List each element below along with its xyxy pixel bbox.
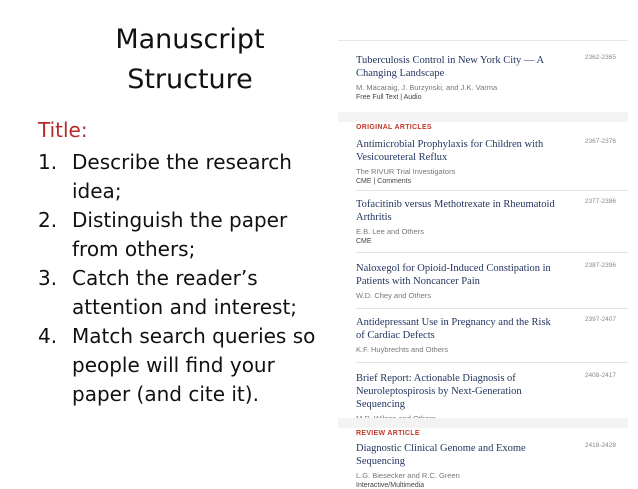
- divider: [356, 190, 628, 191]
- toc-entry-links[interactable]: Interactive/Multimedia: [356, 482, 425, 489]
- list-item: [38, 148, 338, 206]
- divider: [338, 40, 628, 41]
- toc-entry-title[interactable]: Tuberculosis Control in New York City — A Changing Landscape: [356, 55, 544, 79]
- toc-entry-authors: K.F. Huybrechts and Others: [356, 345, 449, 354]
- divider: [356, 252, 628, 253]
- toc-entry-title[interactable]: Diagnostic Clinical Genome and Exome Sequencing: [356, 443, 526, 467]
- toc-entry: [356, 138, 626, 185]
- toc-entry-pages: 2408-2417: [584, 372, 616, 379]
- list-item: [38, 322, 338, 409]
- toc-entry-pages: 2397-2407: [584, 316, 616, 323]
- list-item-text: Match search queries so: [72, 324, 316, 348]
- divider: [356, 308, 628, 309]
- list-item-text: Distinguish the paper: [72, 208, 288, 232]
- list-item-text: paper (and cite it).: [72, 382, 259, 406]
- toc-entry-pages: 2367-2376: [584, 138, 616, 145]
- section-heading: ORIGINAL ARTICLES: [356, 124, 432, 131]
- list-item-text: idea;: [72, 179, 122, 203]
- list-item: [38, 206, 338, 264]
- list-item-text: from others;: [72, 237, 196, 261]
- toc-entry-title[interactable]: Antimicrobial Prophylaxis for Children with Vesicoureteral Reflux: [356, 139, 544, 163]
- slide-title: [60, 20, 320, 100]
- numbered-list: [38, 148, 338, 409]
- divider: [338, 418, 628, 428]
- toc-entry-title[interactable]: Tofacitinib versus Methotrexate in Rheumatoid Arthritis: [356, 199, 555, 223]
- slide-title-line-2: Structure: [127, 64, 253, 95]
- toc-entry-pages: 2418-2428: [584, 442, 616, 449]
- journal-toc-image: [338, 40, 628, 489]
- divider: [356, 362, 628, 363]
- toc-entry-title[interactable]: Naloxegol for Opioid-Induced Constipation in Patients with Noncancer Pain: [356, 263, 551, 287]
- section-heading: REVIEW ARTICLE: [356, 430, 420, 437]
- toc-entry: [356, 198, 626, 245]
- toc-entry: [356, 442, 626, 489]
- toc-entry-authors: W.D. Chey and Others: [356, 291, 432, 300]
- list-number: 4.: [38, 324, 58, 348]
- toc-entry-title[interactable]: Antidepressant Use in Pregnancy and the Risk of Cardiac Defects: [356, 317, 551, 341]
- toc-entry: [356, 316, 626, 354]
- toc-entry-pages: 2377-2386: [584, 198, 616, 205]
- toc-entry-links[interactable]: CME | Comments: [356, 178, 412, 185]
- toc-entry: [356, 372, 626, 423]
- list-item-text: Catch the reader’s: [72, 266, 258, 290]
- title-subheading: Title:: [38, 118, 88, 142]
- list-number: 1.: [38, 150, 58, 174]
- toc-entry-pages: 2387-2396: [584, 262, 616, 269]
- list-number: 3.: [38, 266, 58, 290]
- toc-entry-links[interactable]: Free Full Text | Audio: [356, 94, 422, 101]
- slide-title-line-1: Manuscript: [115, 24, 265, 55]
- toc-entry-pages: 2362-2365: [584, 54, 616, 61]
- divider: [338, 112, 628, 122]
- toc-entry-authors: L.G. Biesecker and R.C. Green: [356, 471, 460, 480]
- list-item-text: attention and interest;: [72, 295, 298, 319]
- list-item: [38, 264, 338, 322]
- toc-entry: [356, 262, 626, 300]
- list-item-text: people will find your: [72, 353, 275, 377]
- list-item-text: Describe the research: [72, 150, 292, 174]
- toc-entry-links[interactable]: CME: [356, 238, 372, 245]
- toc-entry-authors: M. Macaraig, J. Burzynski, and J.K. Varma: [356, 83, 498, 92]
- toc-entry-title[interactable]: Brief Report: Actionable Diagnosis of Neuroleptospirosis by Next-Generation Sequencing: [356, 373, 522, 410]
- toc-entry-authors: The RIVUR Trial Investigators: [356, 167, 456, 176]
- list-number: 2.: [38, 208, 58, 232]
- toc-entry: [356, 54, 626, 101]
- toc-entry-authors: E.B. Lee and Others: [356, 227, 424, 236]
